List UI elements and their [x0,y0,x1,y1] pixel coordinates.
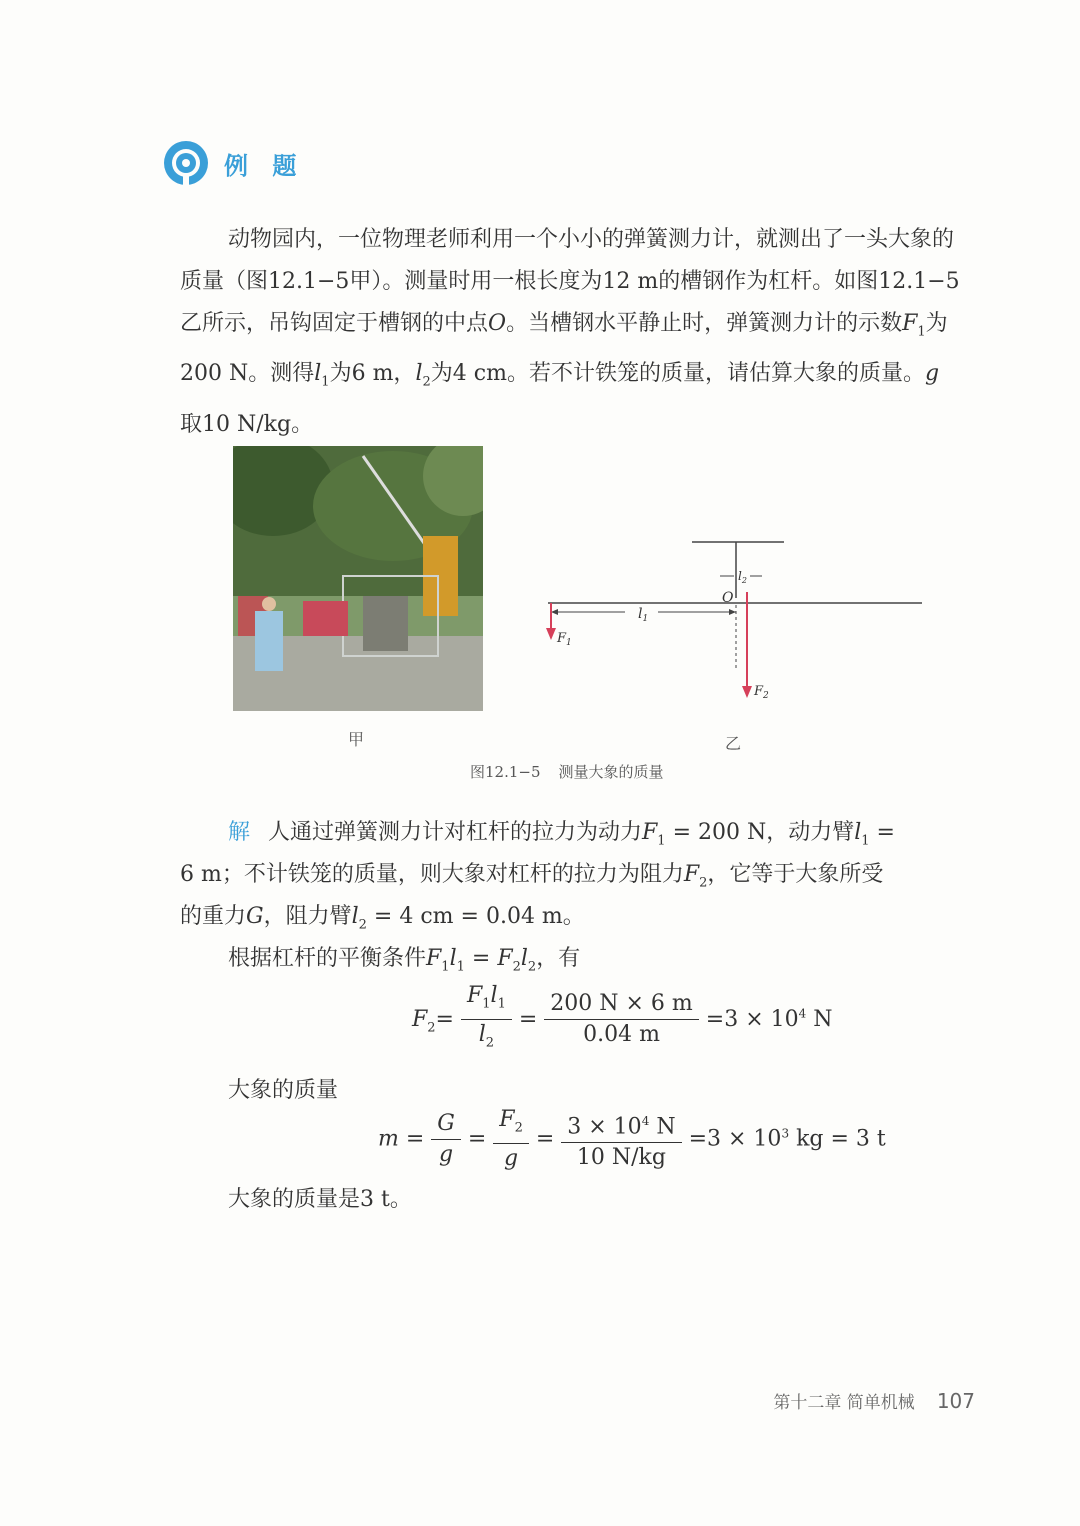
problem-text: 动物园内，一位物理老师利用一个小小的弹簧测力计，就测出了一头大象的质量（图12.1−5甲）。测量时用一根长度为12 m的槽钢作为杠杆。如图12.1−5乙所示，吊钩固定于槽钢的中点O。当槽钢水平静止时，弹簧测力计的示数$F_1$为200 N。测得$l_1$为6 m，$l_2$为4 cm。若不计铁笼的质量，请估算大象的质量。g取10 N/kg。 [180,227,960,437]
lever-diagram [540,530,940,720]
elephant-weighing-photo [233,446,483,711]
page-number: 107 [936,1389,975,1413]
figure-label-jia: 甲 [348,730,365,749]
solution-line-2: 6 m；不计铁笼的质量，则大象对杠杆的拉力为阻力$F_2$，它等于大象所受 [180,862,884,891]
section-heading: 例 题 [224,152,305,180]
solution-block [180,809,960,1229]
solution-line-3: 的重力G，阻力臂$l_2 = 4$ cm = 0.04 m。 [180,904,585,933]
conclusion-text: 大象的质量是3 t。 [228,1187,412,1212]
chapter-title: 第十二章 简单机械 [773,1393,915,1413]
solution-line-4: 根据杠杆的平衡条件$F_1l_1 = F_2l_2$，有 [228,946,581,975]
equation-mass: m = $\frac{G}{g}$ = $\frac{F_2}{g}$ = $\frac{3 \times 10^4 N}{10 N/kg}$ $=3 \times 10^3$ kg = 3 t [378,1107,886,1172]
target-circle-icon [163,140,209,186]
f1-label: $F_1$ [557,631,572,648]
page-footer [773,1388,975,1413]
l2-label: $l_2$ [738,569,747,585]
pivot-label: O [722,590,734,606]
f2-label: $F_2$ [754,684,769,701]
solution-line-1: 解 人通过弹簧测力计对杠杆的拉力为动力$F_1 = 200$ N，动力臂$l_1$ = [228,820,895,849]
mass-label: 大象的质量 [228,1078,339,1103]
equation-force: $F_2=$ $\frac{F_1l_1}{l_2}$ = $\frac{200 N \times 6 m}{0.04 m}$ $=3 \times 10^4$ N [412,983,833,1051]
figure-label-yi: 乙 [725,734,742,753]
solution-label: 解 [228,820,251,845]
l1-label: $l_1$ [638,606,649,624]
figure-caption: 图12.1−5 测量大象的质量 [470,763,664,781]
